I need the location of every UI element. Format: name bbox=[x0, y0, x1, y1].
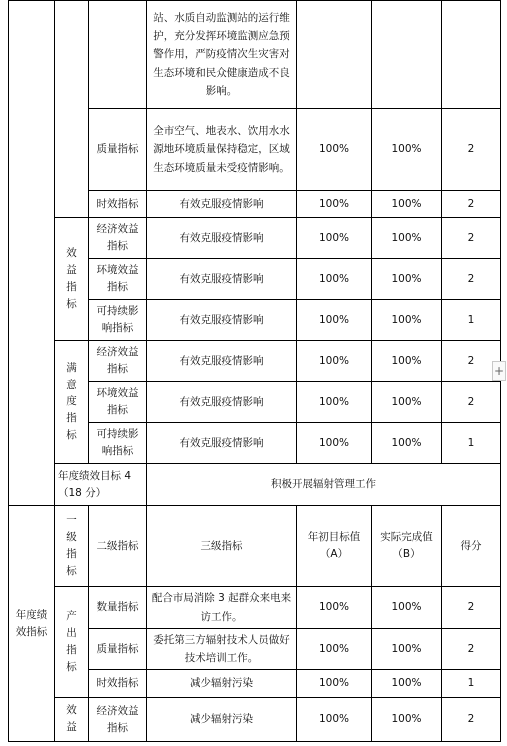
l2-label: 质量指标 bbox=[89, 109, 147, 191]
l3-description: 有效克服疫情影响 bbox=[147, 382, 297, 423]
goal-label: 年度绩效目标 4（18 分） bbox=[55, 464, 147, 506]
table-row bbox=[9, 218, 501, 259]
score-value: 1 bbox=[442, 300, 501, 341]
l1-cell-blank bbox=[55, 1, 89, 218]
score-value: 2 bbox=[442, 382, 501, 423]
l2-label: 时效指标 bbox=[89, 670, 147, 698]
target-value: 100% bbox=[297, 218, 372, 259]
l3-description: 有效克服疫情影响 bbox=[147, 423, 297, 464]
table-row bbox=[9, 698, 501, 742]
score-value: 2 bbox=[442, 629, 501, 670]
actual-value: 100% bbox=[372, 698, 442, 742]
actual-value: 100% bbox=[372, 218, 442, 259]
l2-label: 环境效益指标 bbox=[89, 382, 147, 423]
target-value: 100% bbox=[297, 587, 372, 629]
l3-description: 全市空气、地表水、饮用水水源地环境质量保持稳定，区域生态环境质量未受疫情影响。 bbox=[147, 109, 297, 191]
target-value: 100% bbox=[297, 423, 372, 464]
l2-label: 可持续影响指标 bbox=[89, 423, 147, 464]
target-value: 100% bbox=[297, 629, 372, 670]
actual-value: 100% bbox=[372, 109, 442, 191]
header-l2: 二级指标 bbox=[89, 506, 147, 587]
target-value: 100% bbox=[297, 259, 372, 300]
performance-indicator-table bbox=[8, 0, 501, 742]
header-l3: 三级指标 bbox=[147, 506, 297, 587]
l3-description: 委托第三方辐射技术人员做好技术培训工作。 bbox=[147, 629, 297, 670]
l2-label: 经济效益指标 bbox=[89, 341, 147, 382]
target-value: 100% bbox=[297, 109, 372, 191]
target-value: 100% bbox=[297, 341, 372, 382]
target-value: 100% bbox=[297, 300, 372, 341]
l1-output-label: 产 出 指 标 bbox=[55, 587, 89, 698]
l1-satisfaction-label: 满 意 度 指 标 bbox=[55, 341, 89, 464]
l2-label: 数量指标 bbox=[89, 587, 147, 629]
header-l1: 一级指标 bbox=[55, 506, 89, 587]
l1-benefit-label: 效 益 指 标 bbox=[55, 218, 89, 341]
score-cell-blank bbox=[442, 1, 501, 109]
actual-value: 100% bbox=[372, 259, 442, 300]
l3-description: 有效克服疫情影响 bbox=[147, 259, 297, 300]
l2-label: 环境效益指标 bbox=[89, 259, 147, 300]
add-row-button[interactable]: + bbox=[492, 361, 506, 381]
actual-value: 100% bbox=[372, 382, 442, 423]
actual-value: 100% bbox=[372, 587, 442, 629]
header-target: 年初目标值（A） bbox=[297, 506, 372, 587]
header-score: 得分 bbox=[442, 506, 501, 587]
score-value: 2 bbox=[442, 191, 501, 218]
score-value: 2 bbox=[442, 698, 501, 742]
table-row bbox=[9, 1, 501, 109]
table-row bbox=[9, 587, 501, 629]
l2-label: 质量指标 bbox=[89, 629, 147, 670]
l2-label: 时效指标 bbox=[89, 191, 147, 218]
actual-value: 100% bbox=[372, 670, 442, 698]
score-value: 2 bbox=[442, 109, 501, 191]
target-value: 100% bbox=[297, 191, 372, 218]
actual-value: 100% bbox=[372, 629, 442, 670]
actual-value: 100% bbox=[372, 300, 442, 341]
l3-description: 配合市局消除 3 起群众来电来访工作。 bbox=[147, 587, 297, 629]
score-value: 1 bbox=[442, 423, 501, 464]
l1-benefit-label: 效 益 bbox=[55, 698, 89, 742]
l2-label: 可持续影响指标 bbox=[89, 300, 147, 341]
header-row bbox=[9, 506, 501, 587]
l2-cell-blank bbox=[89, 1, 147, 109]
score-value: 1 bbox=[442, 670, 501, 698]
l3-description: 有效克服疫情影响 bbox=[147, 191, 297, 218]
l2-label: 经济效益指标 bbox=[89, 218, 147, 259]
target-cell-blank bbox=[297, 1, 372, 109]
l3-description: 减少辐射污染 bbox=[147, 698, 297, 742]
actual-value: 100% bbox=[372, 341, 442, 382]
actual-value: 100% bbox=[372, 423, 442, 464]
actual-value: 100% bbox=[372, 191, 442, 218]
l3-description: 减少辐射污染 bbox=[147, 670, 297, 698]
table-row bbox=[9, 341, 501, 382]
header-actual: 实际完成值（B） bbox=[372, 506, 442, 587]
l3-description: 有效克服疫情影响 bbox=[147, 218, 297, 259]
score-value: 2 bbox=[442, 341, 501, 382]
target-value: 100% bbox=[297, 382, 372, 423]
target-value: 100% bbox=[297, 670, 372, 698]
score-value: 2 bbox=[442, 259, 501, 300]
goal-row bbox=[9, 464, 501, 506]
l3-description: 站、水质自动监测站的运行维护，充分发挥环境监测应急预警作用，严防疫情次生灾害对生态环境和民众健康造成不良影响。 bbox=[147, 1, 297, 109]
score-value: 2 bbox=[442, 218, 501, 259]
section-cell-blank bbox=[9, 1, 55, 506]
l3-description: 有效克服疫情影响 bbox=[147, 300, 297, 341]
section-label: 年度绩效指标 bbox=[9, 506, 55, 742]
l2-label: 经济效益指标 bbox=[89, 698, 147, 742]
l3-description: 有效克服疫情影响 bbox=[147, 341, 297, 382]
score-value: 2 bbox=[442, 587, 501, 629]
actual-cell-blank bbox=[372, 1, 442, 109]
target-value: 100% bbox=[297, 698, 372, 742]
goal-text: 积极开展辐射管理工作 bbox=[147, 464, 501, 506]
